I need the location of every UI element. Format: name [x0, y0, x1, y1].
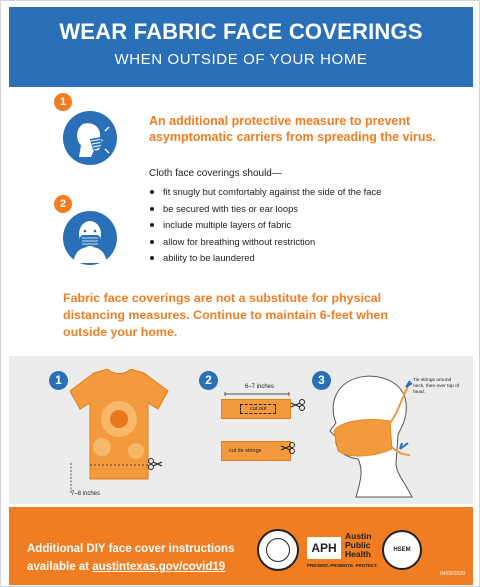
page-title: WEAR FABRIC FACE COVERINGS: [59, 19, 423, 44]
footer-line-2: [27, 561, 225, 573]
cut-tie-strings-label: cut tie strings: [229, 448, 262, 454]
instruction-step-2: 2: [199, 371, 218, 390]
tie-strings-note: Tie strings around neck, then over top of head.: [413, 378, 460, 395]
aph-logo: APH: [307, 537, 341, 559]
face-profile-mask-icon: [63, 111, 117, 165]
requirements-list: [149, 184, 459, 267]
face-front-mask-icon: [63, 211, 117, 265]
step-badge-2: 2: [54, 195, 72, 213]
list-item: be secured with ties or ear loops: [149, 201, 459, 218]
footer-line-2-prefix: available at: [27, 561, 93, 573]
covid19-link[interactable]: austintexas.gov/covid19: [92, 561, 226, 573]
head-with-mask-illustration: [326, 373, 416, 498]
shirt-measure-label: 7–8 inches: [71, 491, 101, 497]
list-item: ability to be laundered: [149, 250, 459, 267]
city-seal-logo: [257, 529, 299, 571]
hsem-logo: HSEM: [382, 530, 422, 570]
cut-out-label: cut out: [250, 406, 267, 412]
list-item: fit snugly but comfortably against the side of the face: [149, 184, 459, 201]
strip-measure-line: [223, 392, 291, 396]
measure-line: [69, 463, 73, 493]
strip-measure-label: 6–7 inches: [245, 384, 275, 390]
instruction-step-3: 3: [312, 371, 331, 390]
scissors-icon: [280, 442, 296, 454]
list-item: include multiple layers of fabric: [149, 217, 459, 234]
aph-tagline: PREVENT. PROMOTE. PROTECT.: [307, 563, 378, 568]
scissors-icon: [147, 458, 163, 470]
header-banner: [9, 7, 473, 87]
intro-statement: An additional protective measure to prevent asymptomatic carriers from spreading the virus.: [149, 114, 436, 144]
scissors-icon: [290, 399, 306, 411]
page-subtitle: WHEN OUTSIDE OF YOUR HOME: [114, 51, 368, 68]
instruction-step-1: 1: [49, 371, 68, 390]
distancing-warning: Fabric face coverings are not a substitute for physical distancing measures. Continue to maintain 6-feet when outside your home.: [63, 291, 388, 339]
footer-banner: [9, 507, 473, 585]
aph-name: Austin Public Health: [345, 531, 372, 559]
date-stamp: 04/05/2020: [439, 571, 465, 577]
footer-line-1: Additional DIY face cover instructions: [27, 543, 235, 555]
list-item: allow for breathing without restriction: [149, 234, 459, 251]
step-badge-1: 1: [54, 93, 72, 111]
cloth-heading: Cloth face coverings should—: [149, 168, 282, 179]
